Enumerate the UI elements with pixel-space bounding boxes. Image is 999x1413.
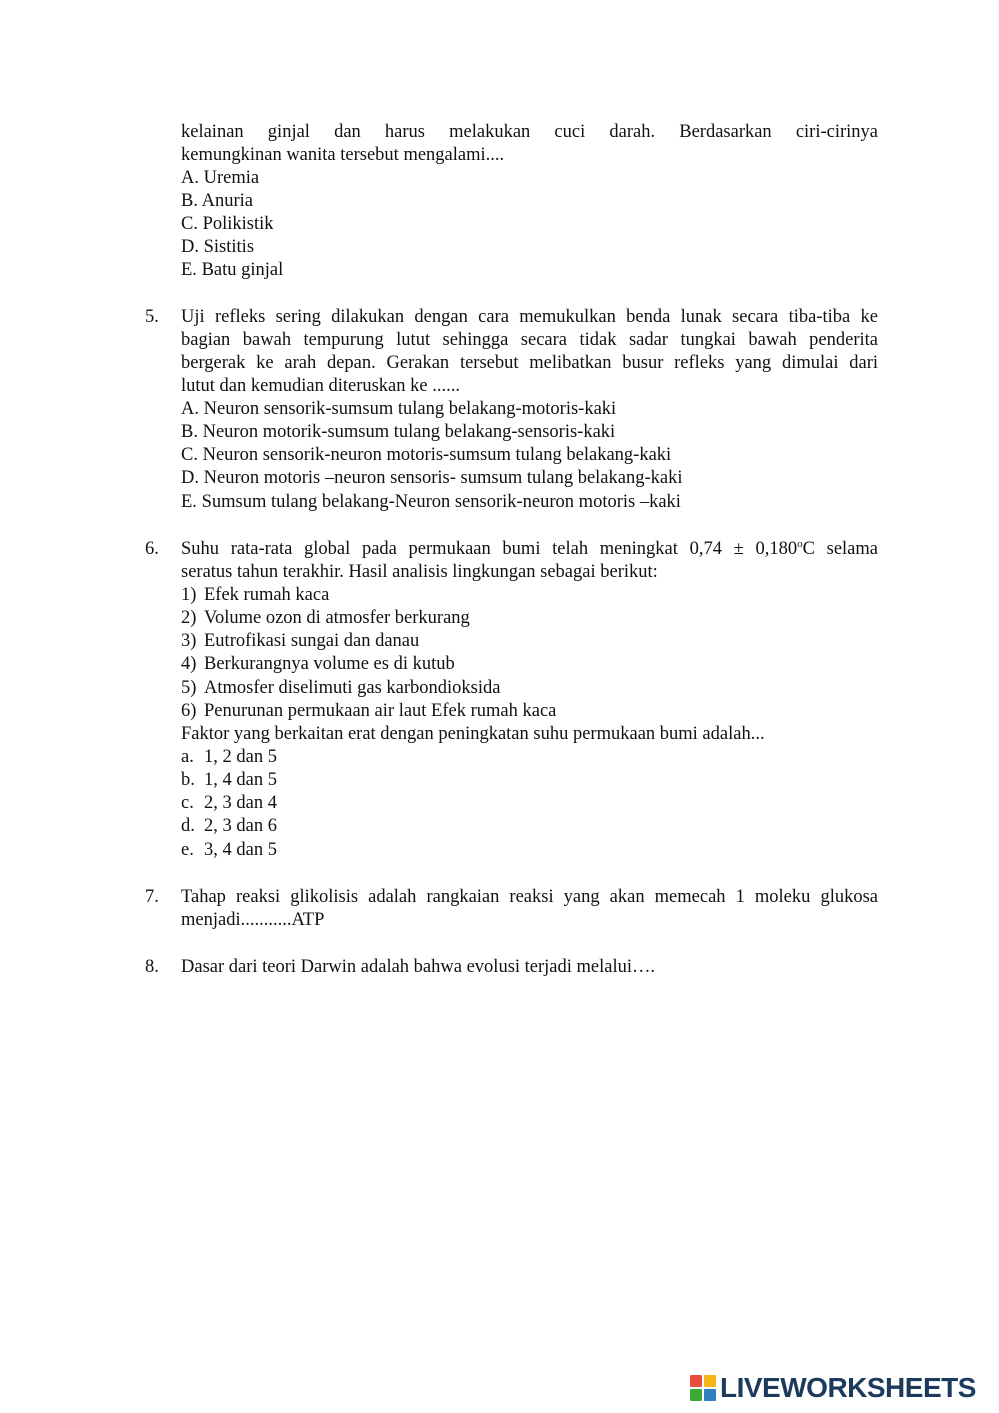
option-label: a. (181, 747, 194, 767)
item-text: Volume ozon di atmosfer berkurang (204, 608, 470, 628)
option-text: Polikistik (202, 214, 274, 234)
option-label: C. (181, 445, 198, 465)
option-text: 1, 2 dan 5 (204, 747, 277, 767)
option-label: D. (181, 468, 199, 488)
option-label: D. (181, 237, 199, 257)
option-label: b. (181, 770, 195, 790)
logo-text: LIVEWORKSHEETS (720, 1372, 976, 1403)
q5-text-line-2: bagian bawah tempurung lutut sehingga secara tidak sadar tungkai bawah penderita (181, 330, 878, 350)
item-label: 4) (181, 654, 197, 674)
q5-option-a (181, 398, 878, 421)
option-text: 1, 4 dan 5 (204, 770, 277, 790)
item-label: 5) (181, 678, 197, 698)
item-text: Atmosfer diselimuti gas karbondioksida (204, 678, 501, 698)
q4-option-b (181, 190, 878, 213)
option-text: Neuron sensorik-neuron motoris-sumsum tulang belakang-kaki (202, 445, 672, 465)
logo-square-blue (704, 1389, 716, 1401)
logo-square-green (690, 1389, 702, 1401)
q6-item-1 (181, 584, 878, 607)
q5-option-c (181, 444, 878, 467)
q6-option-b (181, 769, 878, 792)
option-text: 2, 3 dan 4 (204, 793, 277, 813)
q6-item-3 (181, 630, 878, 653)
degree-superscript: o (797, 538, 803, 550)
option-text: Batu ginjal (201, 260, 284, 280)
item-label: 1) (181, 585, 197, 605)
item-text: Efek rumah kaca (204, 585, 330, 605)
q6-text-post: C selama (802, 539, 878, 559)
option-label: c. (181, 793, 194, 813)
item-text: Penurunan permukaan air laut Efek rumah kaca (204, 701, 557, 721)
q5-number: 5. (145, 307, 159, 327)
option-text: Neuron motoris –neuron sensoris- sumsum tulang belakang-kaki (203, 468, 683, 488)
option-text: Sistitis (203, 237, 255, 257)
option-text: Anuria (201, 191, 253, 211)
logo-square-red (690, 1375, 702, 1387)
q6-number: 6. (145, 539, 159, 559)
q6-text-pre: Suhu rata-rata global pada permukaan bumi telah meningkat 0,74 ± 0,180 (181, 539, 798, 559)
q6-item-6 (181, 700, 878, 723)
item-label: 6) (181, 701, 197, 721)
option-label: B. (181, 422, 198, 442)
q5-option-d (181, 467, 878, 490)
q4-option-c (181, 213, 878, 236)
q7-text-line-2: menjadi...........ATP (181, 910, 325, 930)
option-label: C. (181, 214, 198, 234)
option-label: A. (181, 399, 199, 419)
q4-option-d (181, 236, 878, 259)
option-text: 3, 4 dan 5 (204, 840, 277, 860)
option-label: e. (181, 840, 194, 860)
option-text: Neuron motorik-sumsum tulang belakang-sensoris-kaki (202, 422, 616, 442)
q5-text-line-3: bergerak ke arah depan. Gerakan tersebut melibatkan busur refleks yang dimulai dari (181, 353, 878, 373)
option-text: Uremia (203, 168, 260, 188)
option-label: E. (181, 260, 197, 280)
q6-option-c (181, 792, 878, 815)
q7-number: 7. (145, 887, 159, 907)
q6-option-d (181, 815, 878, 838)
item-label: 3) (181, 631, 197, 651)
q6-text-line-2: seratus tahun terakhir. Hasil analisis lingkungan sebagai berikut: (181, 562, 658, 582)
q4-option-e (181, 259, 878, 282)
option-label: E. (181, 492, 197, 512)
q8-text: Dasar dari teori Darwin adalah bahwa evolusi terjadi melalui…. (181, 957, 656, 977)
q7-text-line-1: Tahap reaksi glikolisis adalah rangkaian reaksi yang akan memecah 1 moleku glukosa (181, 887, 878, 907)
q4-text-line-1: kelainan ginjal dan harus melakukan cuci darah. Berdasarkan ciri-cirinya (181, 122, 878, 142)
option-label: d. (181, 816, 195, 836)
q5-option-b (181, 421, 878, 444)
q6-option-e (181, 839, 878, 862)
liveworksheets-logo-icon (690, 1375, 716, 1401)
item-label: 2) (181, 608, 197, 628)
q6-question: Faktor yang berkaitan erat dengan peningkatan suhu permukaan bumi adalah... (181, 724, 765, 744)
q4-option-a (181, 167, 878, 190)
option-text: 2, 3 dan 6 (204, 816, 277, 836)
q5-text-line-1: Uji refleks sering dilakukan dengan cara memukulkan benda lunak secara tiba-tiba ke (181, 307, 878, 327)
q6-item-4 (181, 653, 878, 676)
q5-option-e (181, 491, 878, 514)
logo-square-yellow (704, 1375, 716, 1387)
liveworksheets-logo (690, 1373, 976, 1403)
option-label: B. (181, 191, 198, 211)
option-label: A. (181, 168, 199, 188)
q6-item-5 (181, 677, 878, 700)
q6-option-a (181, 746, 878, 769)
q8-number: 8. (145, 957, 159, 977)
q5-text-line-4: lutut dan kemudian diteruskan ke ...... (181, 376, 460, 396)
q6-item-2 (181, 607, 878, 630)
q4-text-line-2: kemungkinan wanita tersebut mengalami.... (181, 145, 505, 165)
option-text: Sumsum tulang belakang-Neuron sensorik-neuron motoris –kaki (201, 492, 681, 512)
option-text: Neuron sensorik-sumsum tulang belakang-motoris-kaki (203, 399, 617, 419)
item-text: Eutrofikasi sungai dan danau (204, 631, 420, 651)
q6-text-line-1 (181, 538, 878, 561)
item-text: Berkurangnya volume es di kutub (204, 654, 455, 674)
